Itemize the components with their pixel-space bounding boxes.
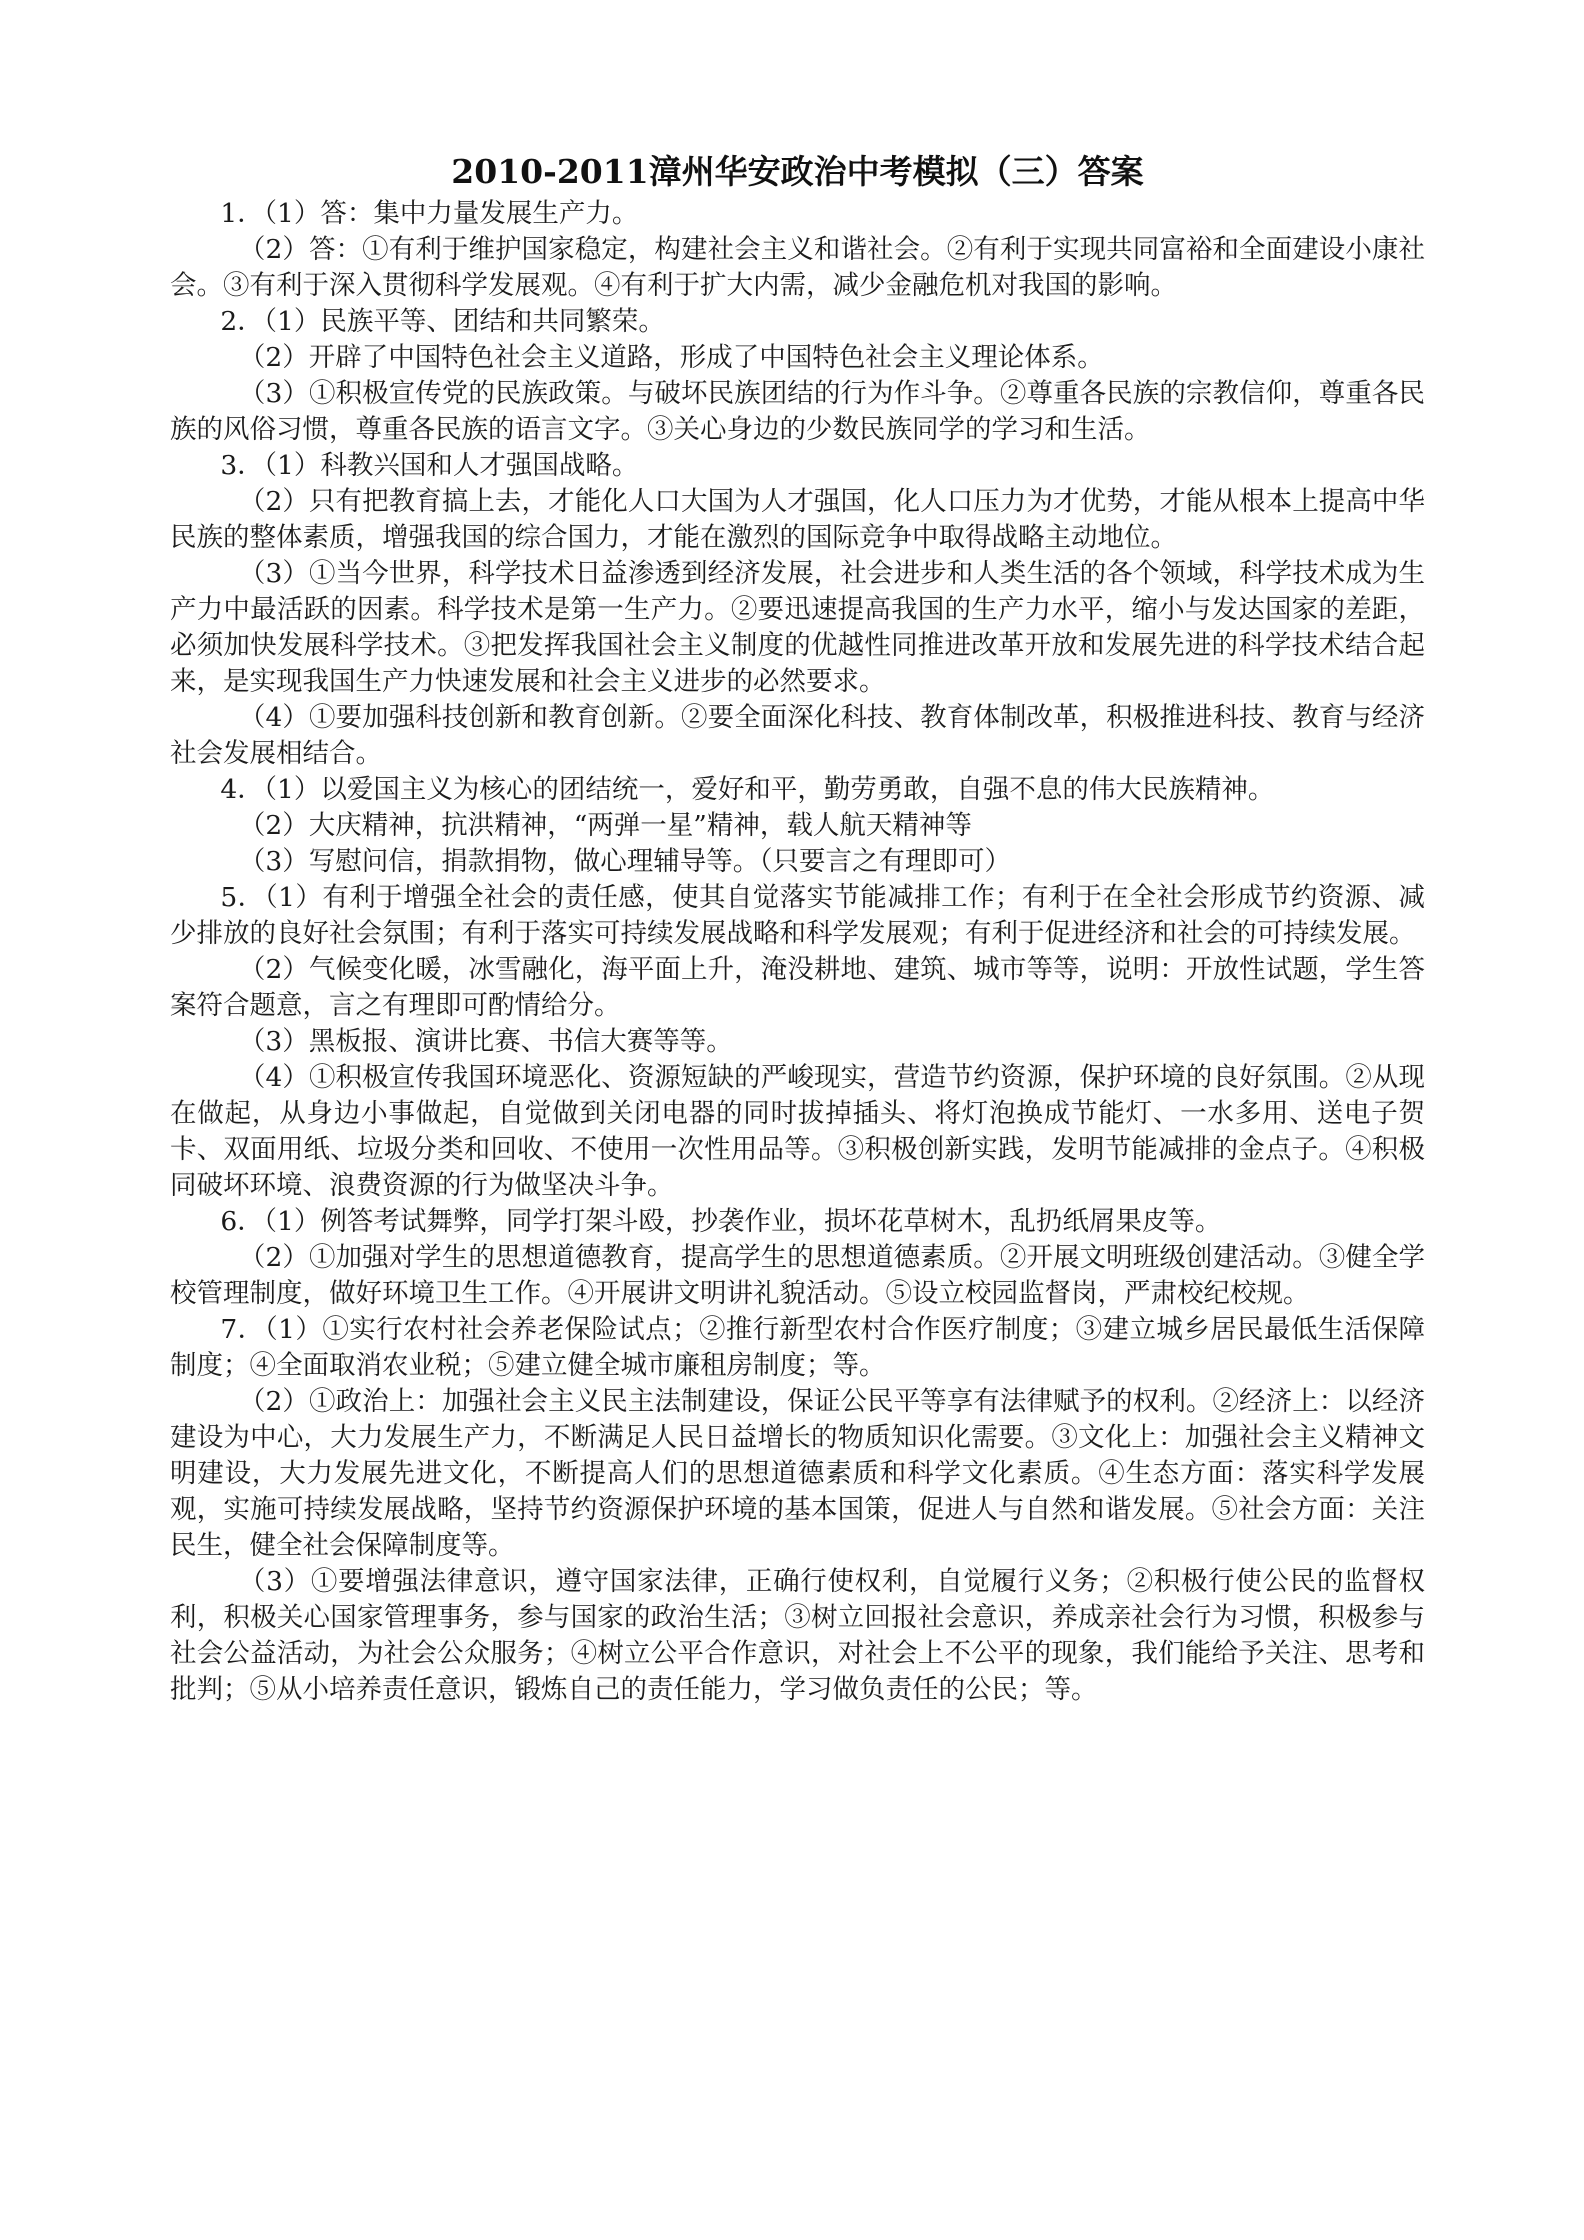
question-answer-paragraph: 7．（1）①实行农村社会养老保险试点；②推行新型农村合作医疗制度；③建立城乡居民最低生活保障制度；④全面取消农业税；⑤建立健全城市廉租房制度；等。 [170, 1314, 1425, 1381]
sub-answer-paragraph: （2）大庆精神，抗洪精神，“两弹一星”精神，载人航天精神等 [238, 810, 972, 841]
question-answer-paragraph: 3．（1）科教兴国和人才强国战略。 [220, 450, 639, 481]
question-answer-paragraph: 4．（1）以爱国主义为核心的团结统一，爱好和平，勤劳勇敢，自强不息的伟大民族精神。 [220, 774, 1275, 805]
sub-answer-paragraph: （3）①积极宣传党的民族政策。与破坏民族团结的行为作斗争。②尊重各民族的宗教信仰，尊重各民族的风俗习惯，尊重各民族的语言文字。③关心身边的少数民族同学的学习和生活。 [170, 378, 1425, 445]
sub-answer-paragraph: （3）写慰问信，捐款捐物，做心理辅导等。（只要言之有理即可） [238, 846, 1012, 877]
sub-answer-paragraph: （2）①政治上：加强社会主义民主法制建设，保证公民平等享有法律赋予的权利。②经济上：以经济建设为中心，大力发展生产力，不断满足人民日益增长的物质知识化需要。③文化上：加强社会主义精神文明建设，大力发展先进文化，不断提高人们的思想道德素质和科学文化素质。④生态方面：落实科学发展观，实施可持续发展战略，坚持节约资源保护环境的基本国策，促进人与自然和谐发展。⑤社会方面：关注民生，健全社会保障制度等。 [170, 1386, 1425, 1561]
document-content [170, 150, 1425, 1708]
question-answer-paragraph: 6．（1）例答考试舞弊，同学打架斗殴，抄袭作业，损坏花草树木，乱扔纸屑果皮等。 [220, 1206, 1222, 1237]
sub-answer-paragraph: （3）①要增强法律意识，遵守国家法律，正确行使权利，自觉履行义务；②积极行使公民的监督权利，积极关心国家管理事务，参与国家的政治生活；③树立回报社会意识，养成亲社会行为习惯，积极参与社会公益活动，为社会公众服务；④树立公平合作意识，对社会上不公平的现象，我们能给予关注、思考和批判；⑤从小培养责任意识，锻炼自己的责任能力，学习做负责任的公民；等。 [170, 1566, 1425, 1705]
question-answer-paragraph: 5．（1）有利于增强全社会的责任感，使其自觉落实节能减排工作；有利于在全社会形成节约资源、减少排放的良好社会氛围；有利于落实可持续发展战略和科学发展观；有利于促进经济和社会的可持续发展。 [170, 882, 1425, 949]
sub-answer-paragraph: （2）只有把教育搞上去，才能化人口大国为人才强国，化人口压力为才优势，才能从根本上提高中华民族的整体素质，增强我国的综合国力，才能在激烈的国际竞争中取得战略主动地位。 [170, 486, 1425, 553]
document-title: 2010-2011漳州华安政治中考模拟（三）答案 [451, 152, 1144, 191]
sub-answer-paragraph: （2）气候变化暖，冰雪融化，海平面上升，淹没耕地、建筑、城市等等，说明：开放性试题，学生答案符合题意，言之有理即可酌情给分。 [170, 954, 1425, 1021]
sub-answer-paragraph: （2）开辟了中国特色社会主义道路，形成了中国特色社会主义理论体系。 [238, 342, 1104, 373]
question-answer-paragraph: 1．（1）答：集中力量发展生产力。 [220, 198, 639, 229]
sub-answer-paragraph: （4）①积极宣传我国环境恶化、资源短缺的严峻现实，营造节约资源，保护环境的良好氛围。②从现在做起，从身边小事做起，自觉做到关闭电器的同时拔掉插头、将灯泡换成节能灯、一水多用、送电子贺卡、双面用纸、垃圾分类和回收、不使用一次性用品等。③积极创新实践，发明节能减排的金点子。④积极同破坏环境、浪费资源的行为做坚决斗争。 [170, 1062, 1425, 1201]
sub-answer-paragraph: （3）①当今世界，科学技术日益渗透到经济发展，社会进步和人类生活的各个领域，科学技术成为生产力中最活跃的因素。科学技术是第一生产力。②要迅速提高我国的生产力水平，缩小与发达国家的差距，必须加快发展科学技术。③把发挥我国社会主义制度的优越性同推进改革开放和发展先进的科学技术结合起来，是实现我国生产力快速发展和社会主义进步的必然要求。 [170, 558, 1425, 697]
sub-answer-paragraph: （3）黑板报、演讲比赛、书信大赛等等。 [238, 1026, 733, 1057]
answer-list [170, 196, 1425, 1708]
sub-answer-paragraph: （2）答：①有利于维护国家稳定，构建社会主义和谐社会。②有利于实现共同富裕和全面建设小康社会。③有利于深入贯彻科学发展观。④有利于扩大内需，减少金融危机对我国的影响。 [170, 234, 1425, 301]
sub-answer-paragraph: （4）①要加强科技创新和教育创新。②要全面深化科技、教育体制改革，积极推进科技、教育与经济社会发展相结合。 [170, 702, 1425, 769]
question-answer-paragraph: 2．（1）民族平等、团结和共同繁荣。 [220, 306, 665, 337]
sub-answer-paragraph: （2）①加强对学生的思想道德教育，提高学生的思想道德素质。②开展文明班级创建活动。③健全学校管理制度，做好环境卫生工作。④开展讲文明讲礼貌活动。⑤设立校园监督岗，严肃校纪校规。 [170, 1242, 1425, 1309]
